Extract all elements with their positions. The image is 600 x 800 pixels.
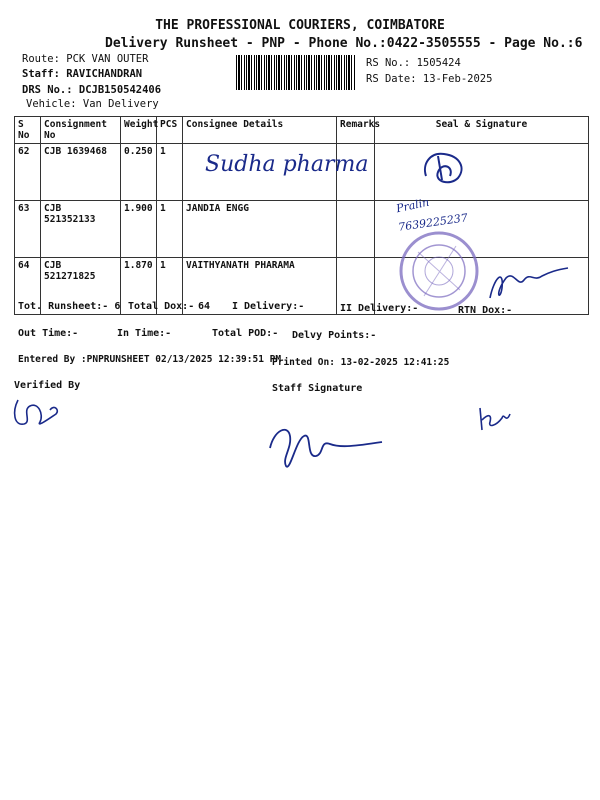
staff-signature-label: Staff Signature bbox=[272, 383, 363, 394]
i-delivery: I Delivery:- bbox=[232, 301, 305, 312]
row-consignment: CJB 521271825 bbox=[41, 258, 121, 315]
col-sno: S No bbox=[15, 117, 41, 144]
row-remarks bbox=[337, 201, 375, 258]
out-time: Out Time:- bbox=[18, 328, 79, 339]
col-remarks: Remarks bbox=[337, 117, 375, 144]
verifier-signature bbox=[10, 392, 70, 432]
printed-on: Printed On: 13-02-2025 12:41:25 bbox=[272, 357, 450, 368]
company-title: THE PROFESSIONAL COURIERS, COIMBATORE bbox=[155, 18, 445, 33]
delvy-points: Delvy Points:- bbox=[292, 330, 377, 341]
total-pod: Total POD:- bbox=[212, 328, 279, 339]
barcode bbox=[236, 55, 356, 90]
rtn-dox: RTN Dox:- bbox=[458, 305, 513, 316]
row-consignee: VAITHYANATH PHARAMA bbox=[183, 258, 337, 315]
total-dox-value: 64 bbox=[198, 301, 211, 312]
row-sno: 63 bbox=[15, 201, 41, 258]
col-weight: Weight bbox=[121, 117, 157, 144]
in-time: In Time:- bbox=[117, 328, 172, 339]
rs-date: RS Date: 13-Feb-2025 bbox=[366, 73, 493, 85]
row-consignment: CJB 1639468 bbox=[41, 144, 121, 201]
row-weight: 1.870 bbox=[121, 258, 157, 315]
verified-by-label: Verified By bbox=[14, 380, 81, 391]
drs-number: DRS No.: DCJB150542406 bbox=[22, 84, 162, 96]
signature-row62 bbox=[418, 146, 478, 188]
row-weight: 1.900 bbox=[121, 201, 157, 258]
handwritten-consignee: Sudha pharma bbox=[205, 152, 369, 177]
route-label: Route: PCK VAN OUTER bbox=[22, 53, 149, 65]
row-pcs: 1 bbox=[157, 201, 183, 258]
row-sno: 64 bbox=[15, 258, 41, 315]
rs-number: RS No.: 1505424 bbox=[366, 57, 461, 69]
row-pcs: 1 bbox=[157, 144, 183, 201]
table-header-row bbox=[15, 117, 589, 144]
handwritten-phone-row63: 7639225237 bbox=[397, 211, 469, 234]
handwritten-name-row63: Pralin bbox=[395, 195, 431, 216]
col-consignee: Consignee Details bbox=[183, 117, 337, 144]
vehicle-label: Vehicle: Van Delivery bbox=[26, 98, 159, 110]
initials-signature bbox=[474, 400, 514, 436]
table-row bbox=[15, 201, 589, 258]
row-consignment: CJB 521352133 bbox=[41, 201, 121, 258]
row-consignee: JANDIA ENGG bbox=[183, 201, 337, 258]
tot-runsheet: Tot. Runsheet:- 6 bbox=[18, 301, 121, 312]
row-weight: 0.250 bbox=[121, 144, 157, 201]
col-consignment: Consignment No bbox=[41, 117, 121, 144]
col-seal-signature: Seal & Signature bbox=[375, 117, 589, 144]
staff-label: Staff: RAVICHANDRAN bbox=[22, 68, 143, 80]
ii-delivery: II Delivery:- bbox=[340, 303, 419, 314]
row-pcs: 1 bbox=[157, 258, 183, 315]
row-seal bbox=[375, 144, 589, 201]
staff-signature bbox=[260, 418, 390, 474]
row-sno: 62 bbox=[15, 144, 41, 201]
entered-by: Entered By :PNPRUNSHEET 02/13/2025 12:39:51 PM bbox=[18, 354, 282, 365]
col-pcs: PCS bbox=[157, 117, 183, 144]
signature-row64 bbox=[484, 258, 574, 308]
total-dox-label: Total Dox:- bbox=[128, 301, 195, 312]
runsheet-subtitle: Delivery Runsheet - PNP - Phone No.:0422-3505555 - Page No.:6 bbox=[105, 36, 583, 51]
